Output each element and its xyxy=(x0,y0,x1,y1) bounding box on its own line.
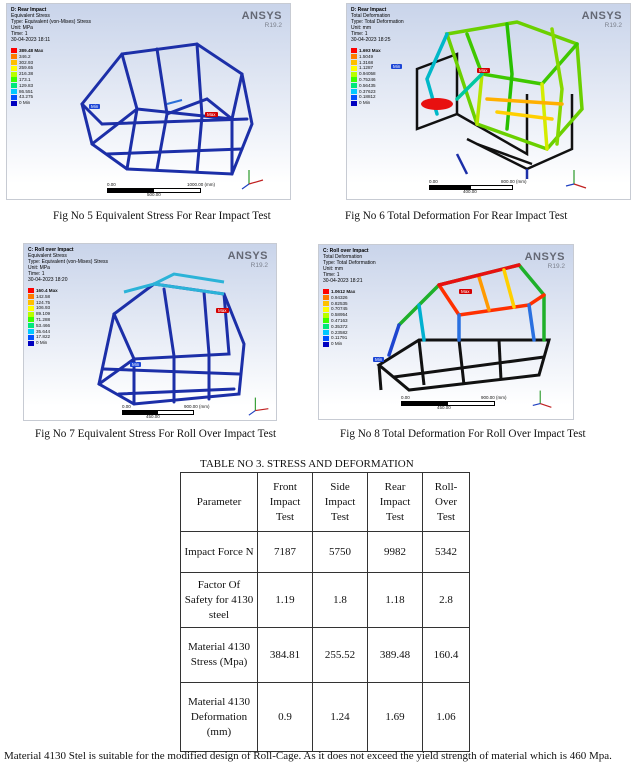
brand-version: R19.2 xyxy=(250,262,268,269)
table-cell: 5342 xyxy=(423,532,470,573)
legend-swatch xyxy=(11,48,17,53)
conclusion-paragraph: Material 4130 Stel is suitable for the modified design of Roll-Cage. As it does not exceed the yield strength of material which is 460 Mpa. xyxy=(4,750,612,762)
legend-swatch xyxy=(11,66,17,71)
result-panel-rollover-stress xyxy=(23,243,277,421)
scale-bar xyxy=(401,395,531,413)
legend-label: 0.23582 xyxy=(331,329,348,335)
legend-label: 0.75246 xyxy=(359,76,376,82)
table-cell: 1.06 xyxy=(423,683,470,752)
legend-entry xyxy=(11,100,43,106)
scale-mid: 450.00 xyxy=(146,414,160,419)
legend-swatch xyxy=(28,306,34,311)
min-tag: Min xyxy=(375,357,383,362)
legend-entry xyxy=(323,341,355,347)
table-cell: 160.4 xyxy=(423,628,470,683)
legend-label: 43.275 xyxy=(19,94,34,100)
min-tag: Min xyxy=(132,362,140,367)
legend-label: 0.35372 xyxy=(331,323,348,329)
table-cell: 9982 xyxy=(368,532,423,573)
legend-label: 389.48 Max xyxy=(19,48,44,53)
scale-bar xyxy=(429,179,559,197)
legend-label: 0.37623 xyxy=(359,88,376,94)
legend-label: 160.4 Max xyxy=(36,288,58,293)
axis-triad-icon xyxy=(562,164,592,192)
table-cell: 1.24 xyxy=(313,683,368,752)
legend-label: 1.0612 Max xyxy=(331,289,356,294)
figure-caption-5: Fig No 5 Equivalent Stress For Rear Impact Test xyxy=(53,210,271,222)
header-line: Time: 1 xyxy=(351,31,368,37)
header-line: 30-04-2023 18:20 xyxy=(28,277,68,283)
result-panel-rear-deformation xyxy=(346,3,631,200)
scale-left: 0.00 xyxy=(107,182,116,187)
legend-swatch xyxy=(323,301,329,306)
scale-right: 800.00 (mm) xyxy=(501,179,527,184)
axis-triad-icon xyxy=(246,392,274,418)
figure-caption-7: Fig No 7 Equivalent Stress For Roll Over Impact Test xyxy=(35,428,277,440)
table-cell: 255.52 xyxy=(313,628,368,683)
legend-label: 0.47163 xyxy=(331,317,348,323)
header-line: Type: Equivalent (von-Mises) Stress xyxy=(28,259,109,265)
legend-label: 35.644 xyxy=(36,328,51,334)
legend-swatch xyxy=(323,324,329,329)
result-panel-rear-stress xyxy=(6,3,291,200)
legend-label: 0 Min xyxy=(19,100,31,106)
header-line: C: Roll over Impact xyxy=(28,247,74,253)
legend-label: 71.288 xyxy=(36,316,51,322)
legend-swatch xyxy=(28,300,34,305)
legend-swatch xyxy=(28,288,34,293)
header-line: Unit: mm xyxy=(351,25,371,31)
brand-version: R19.2 xyxy=(604,22,622,29)
brand-name: ANSYS xyxy=(581,10,622,22)
row-label: Factor Of Safety for 4130 steel xyxy=(181,573,258,628)
header-line: Time: 1 xyxy=(11,31,28,37)
legend-swatch xyxy=(11,72,17,77)
legend-label: 259.65 xyxy=(19,65,34,71)
header-line: Unit: mm xyxy=(323,266,343,272)
legend-label: 0.94326 xyxy=(331,294,348,300)
header-line: Type: Total Deformation xyxy=(351,19,404,25)
table-cell: 0.9 xyxy=(258,683,313,752)
result-header xyxy=(28,247,108,283)
legend-label: 124.75 xyxy=(36,299,51,305)
legend-label: 0.18812 xyxy=(359,94,376,100)
ansys-logo xyxy=(242,10,282,29)
legend-swatch xyxy=(351,54,357,59)
legend-label: 0.70745 xyxy=(331,306,348,312)
header-line: Type: Equivalent (von-Mises) Stress xyxy=(11,19,92,25)
scale-bar xyxy=(107,182,227,200)
scale-bar xyxy=(122,404,242,421)
scale-mid: 450.00 xyxy=(437,405,451,410)
legend-swatch xyxy=(323,336,329,341)
scale-left: 0.00 xyxy=(122,404,131,409)
brand-name: ANSYS xyxy=(227,250,268,262)
header-line: Type: Total Deformation xyxy=(323,260,376,266)
table-row xyxy=(181,573,470,628)
table-cell: 5750 xyxy=(313,532,368,573)
legend-swatch xyxy=(28,323,34,328)
legend-swatch xyxy=(351,89,357,94)
legend-swatch xyxy=(11,60,17,65)
header-line: D: Rear Impact xyxy=(11,7,47,13)
legend-swatch xyxy=(351,101,357,106)
legend-label: 216.38 xyxy=(19,71,34,77)
legend-swatch xyxy=(323,342,329,347)
color-legend xyxy=(323,289,355,347)
result-header xyxy=(323,248,376,284)
legend-swatch xyxy=(323,307,329,312)
legend-swatch xyxy=(323,313,329,318)
legend-label: 1.693 Max xyxy=(359,48,381,53)
legend-swatch xyxy=(351,72,357,77)
figure-caption-6: Fig No 6 Total Deformation For Rear Impact Test xyxy=(345,210,568,222)
table-cell: 1.8 xyxy=(313,573,368,628)
legend-label: 173.1 xyxy=(19,76,31,82)
color-legend xyxy=(11,48,43,106)
legend-label: 0.56435 xyxy=(359,82,376,88)
legend-swatch xyxy=(351,77,357,82)
column-header: Roll-Over Test xyxy=(423,473,470,532)
figure-caption-8: Fig No 8 Total Deformation For Roll Over Impact Test xyxy=(340,428,586,440)
scale-right: 900.00 (mm) xyxy=(184,404,210,409)
header-line: Equivalent Stress xyxy=(11,13,50,19)
legend-swatch xyxy=(11,77,17,82)
legend-label: 1.3168 xyxy=(359,59,374,65)
legend-label: 0 Min xyxy=(36,340,48,346)
column-header: Side Impact Test xyxy=(313,473,368,532)
legend-label: 0 Min xyxy=(359,100,371,106)
legend-swatch xyxy=(351,83,357,88)
table-cell: 7187 xyxy=(258,532,313,573)
legend-swatch xyxy=(11,54,17,59)
axis-triad-icon xyxy=(239,164,269,192)
legend-swatch xyxy=(28,329,34,334)
stress-deformation-table xyxy=(180,472,470,752)
table-cell: 1.69 xyxy=(368,683,423,752)
row-label: Material 4130 Stress (Mpa) xyxy=(181,628,258,683)
legend-swatch xyxy=(11,95,17,100)
brand-name: ANSYS xyxy=(524,251,565,263)
header-line: Total Deformation xyxy=(323,254,363,260)
scale-mid: 500.00 xyxy=(147,192,161,197)
header-line: C: Roll over Impact xyxy=(323,248,369,254)
legend-swatch xyxy=(28,294,34,299)
scale-left: 0.00 xyxy=(401,395,410,400)
table-row xyxy=(181,683,470,752)
legend-swatch xyxy=(323,295,329,300)
legend-swatch xyxy=(351,66,357,71)
table-header-row xyxy=(181,473,470,532)
row-label: Material 4130 Deformation (mm) xyxy=(181,683,258,752)
max-tag: Max xyxy=(461,289,470,294)
column-header: Front Impact Test xyxy=(258,473,313,532)
legend-label: 0 Min xyxy=(331,341,343,347)
max-tag: Max xyxy=(479,68,488,73)
brand-version: R19.2 xyxy=(264,22,282,29)
legend-swatch xyxy=(28,335,34,340)
color-legend xyxy=(351,48,381,106)
legend-label: 0.82535 xyxy=(331,300,348,306)
legend-label: 89.109 xyxy=(36,311,51,317)
header-line: Time: 1 xyxy=(28,271,45,277)
legend-label: 142.58 xyxy=(36,293,51,299)
legend-swatch xyxy=(28,317,34,322)
ansys-logo xyxy=(582,10,622,29)
legend-entry xyxy=(28,340,58,346)
legend-label: 129.83 xyxy=(19,82,34,88)
brand-name: ANSYS xyxy=(241,10,282,22)
axis-triad-icon xyxy=(529,385,557,411)
header-line: Total Deformation xyxy=(351,13,391,19)
legend-swatch xyxy=(11,83,17,88)
legend-swatch xyxy=(11,101,17,106)
row-label: Impact Force N xyxy=(181,532,258,573)
legend-swatch xyxy=(11,89,17,94)
max-tag: Max xyxy=(207,112,216,117)
header-line: D: Rear Impact xyxy=(351,7,387,13)
table-row xyxy=(181,628,470,683)
table-cell: 1.18 xyxy=(368,573,423,628)
table-title: TABLE NO 3. STRESS AND DEFORMATION xyxy=(200,458,414,470)
scale-mid: 400.00 xyxy=(463,189,477,194)
min-tag: Min xyxy=(91,104,99,109)
ansys-logo xyxy=(525,251,565,270)
legend-swatch xyxy=(351,95,357,100)
table-cell: 1.19 xyxy=(258,573,313,628)
min-tag: Min xyxy=(393,64,401,69)
header-line: 30-04-2023 18:25 xyxy=(351,37,391,43)
legend-label: 346.2 xyxy=(19,53,31,59)
column-header: Parameter xyxy=(181,473,258,532)
scale-right: 1000.00 (mm) xyxy=(187,182,216,187)
legend-swatch xyxy=(351,48,357,53)
color-legend xyxy=(28,288,58,346)
legend-label: 17.822 xyxy=(36,334,51,340)
legend-label: 0.58954 xyxy=(331,312,348,318)
header-line: 30-04-2023 18:21 xyxy=(323,278,363,284)
legend-swatch xyxy=(28,312,34,317)
table-row xyxy=(181,532,470,573)
legend-label: 86.551 xyxy=(19,88,34,94)
table-cell: 2.8 xyxy=(423,573,470,628)
header-line: 30-04-2023 18:11 xyxy=(11,37,51,43)
ansys-logo xyxy=(228,250,268,269)
scale-left: 0.00 xyxy=(429,179,438,184)
header-line: Equivalent Stress xyxy=(28,253,67,259)
legend-swatch xyxy=(28,341,34,346)
brand-version: R19.2 xyxy=(547,263,565,270)
header-line: Time: 1 xyxy=(323,272,340,278)
header-line: Unit: MPa xyxy=(11,25,33,31)
legend-label: 302.93 xyxy=(19,59,34,65)
legend-swatch xyxy=(323,330,329,335)
legend-label: 106.93 xyxy=(36,305,51,311)
table-cell: 389.48 xyxy=(368,628,423,683)
legend-swatch xyxy=(351,60,357,65)
column-header: Rear Impact Test xyxy=(368,473,423,532)
max-tag: Max xyxy=(218,308,227,313)
legend-label: 0.94058 xyxy=(359,71,376,77)
result-panel-rollover-deformation xyxy=(318,244,574,420)
header-line: Unit: MPa xyxy=(28,265,50,271)
result-header xyxy=(11,7,91,43)
legend-entry xyxy=(351,100,381,106)
legend-label: 1.5049 xyxy=(359,53,374,59)
legend-label: 53.466 xyxy=(36,322,51,328)
legend-swatch xyxy=(323,289,329,294)
table-cell: 384.81 xyxy=(258,628,313,683)
legend-label: 0.11791 xyxy=(331,335,348,341)
result-header xyxy=(351,7,404,43)
legend-label: 1.1287 xyxy=(359,65,374,71)
legend-swatch xyxy=(323,318,329,323)
scale-right: 900.00 (mm) xyxy=(481,395,507,400)
